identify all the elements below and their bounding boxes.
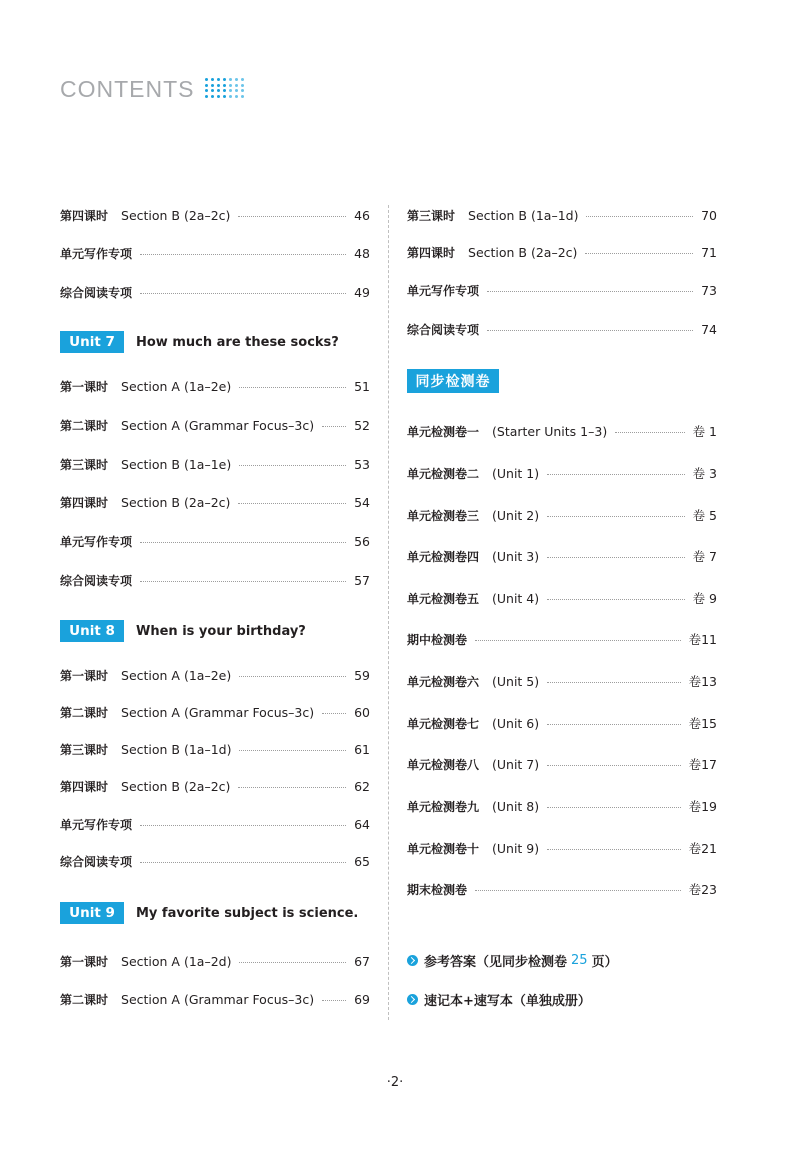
unit-badge: Unit 7 xyxy=(60,331,124,353)
entry-type: 单元检测卷九 xyxy=(407,799,480,814)
entry-type: 第二课时 xyxy=(60,992,109,1007)
entry-page: 卷 3 xyxy=(692,466,717,481)
entry-section: (Unit 3) xyxy=(492,548,540,564)
entry-type: 第四课时 xyxy=(60,779,109,794)
entry-page: 56 xyxy=(354,533,370,549)
dotted-leader xyxy=(140,581,346,582)
entry-page: 57 xyxy=(354,572,370,588)
entry-section: Section B (2a–2c) xyxy=(468,244,578,260)
entry-type: 综合阅读专项 xyxy=(60,285,133,300)
dotted-leader xyxy=(475,890,681,891)
column-divider xyxy=(388,205,389,1020)
toc-entry[interactable] xyxy=(60,415,370,435)
toc-entry[interactable] xyxy=(407,796,717,816)
entry-type: 第二课时 xyxy=(60,705,109,720)
dotted-leader xyxy=(586,216,693,217)
notebook-text: 速记本+速写本（单独成册） xyxy=(424,993,591,1009)
dotted-leader xyxy=(547,474,684,475)
entry-page: 卷 7 xyxy=(692,549,717,564)
entry-type: 单元检测卷八 xyxy=(407,757,480,772)
entry-type: 单元检测卷五 xyxy=(407,591,480,606)
entry-page: 卷11 xyxy=(688,632,717,647)
entry-section: Section A (Grammar Focus–3c) xyxy=(121,991,315,1007)
dotted-leader xyxy=(140,293,346,294)
entry-type: 单元检测卷一 xyxy=(407,424,480,439)
entry-type: 第三课时 xyxy=(60,457,109,472)
toc-entry[interactable] xyxy=(407,671,717,691)
unit-title: My favorite subject is science. xyxy=(136,905,359,921)
arrow-bullet-icon xyxy=(407,994,418,1005)
toc-entry[interactable] xyxy=(60,814,370,834)
toc-entry[interactable] xyxy=(407,242,717,262)
entry-type: 单元检测卷七 xyxy=(407,716,480,731)
toc-entry[interactable] xyxy=(60,492,370,512)
toc-entry[interactable] xyxy=(407,463,717,483)
entry-type: 综合阅读专项 xyxy=(407,322,480,337)
entry-page: 61 xyxy=(354,741,370,757)
toc-entry[interactable] xyxy=(407,505,717,525)
dot-grid-icon xyxy=(205,78,249,100)
entry-type: 第四课时 xyxy=(407,245,456,260)
unit-heading xyxy=(60,620,306,642)
entry-section: (Unit 2) xyxy=(492,507,540,523)
dotted-leader xyxy=(475,640,681,641)
entry-section: Section B (2a–2c) xyxy=(121,207,231,223)
toc-entry[interactable] xyxy=(60,851,370,871)
dotted-leader xyxy=(238,503,346,504)
entry-section: Section A (1a–2d) xyxy=(121,953,232,969)
toc-entry[interactable] xyxy=(60,282,370,302)
entry-section: (Unit 6) xyxy=(492,715,540,731)
toc-entry[interactable] xyxy=(60,243,370,263)
entry-page: 53 xyxy=(354,456,370,472)
dotted-leader xyxy=(547,807,680,808)
entry-page: 62 xyxy=(354,778,370,794)
entry-type: 单元写作专项 xyxy=(60,817,133,832)
entry-type: 第四课时 xyxy=(60,208,109,223)
entry-page: 73 xyxy=(701,282,717,298)
entry-section: Section A (1a–2e) xyxy=(121,667,232,683)
dotted-leader xyxy=(239,962,346,963)
entry-type: 单元检测卷四 xyxy=(407,549,480,564)
toc-entry[interactable] xyxy=(60,454,370,474)
answers-text: 参考答案（见同步检测卷 xyxy=(424,954,568,970)
toc-entry[interactable] xyxy=(60,665,370,685)
entry-type: 期末检测卷 xyxy=(407,882,468,897)
dotted-leader xyxy=(615,432,684,433)
entry-page: 46 xyxy=(354,207,370,223)
entry-page: 64 xyxy=(354,816,370,832)
toc-entry[interactable] xyxy=(60,989,370,1009)
entry-type: 第一课时 xyxy=(60,668,109,683)
entry-page: 69 xyxy=(354,991,370,1007)
entry-section: (Unit 9) xyxy=(492,840,540,856)
dotted-leader xyxy=(487,291,693,292)
contents-title: CONTENTS xyxy=(60,75,195,102)
toc-entry[interactable] xyxy=(60,376,370,396)
dotted-leader xyxy=(487,330,693,331)
entry-type: 单元写作专项 xyxy=(60,246,133,261)
toc-entry[interactable] xyxy=(407,421,717,441)
entry-type: 单元检测卷十 xyxy=(407,841,480,856)
dotted-leader xyxy=(547,765,680,766)
entry-page: 卷23 xyxy=(688,882,717,897)
entry-page: 卷13 xyxy=(688,674,717,689)
toc-entry[interactable] xyxy=(407,838,717,858)
dotted-leader xyxy=(547,849,680,850)
entry-type: 单元写作专项 xyxy=(60,534,133,549)
unit-title: How much are these socks? xyxy=(136,334,339,350)
unit-title: When is your birthday? xyxy=(136,623,306,639)
entry-page: 59 xyxy=(354,667,370,683)
entry-page: 49 xyxy=(354,284,370,300)
dotted-leader xyxy=(140,542,346,543)
toc-entry[interactable] xyxy=(407,546,717,566)
unit-badge: Unit 9 xyxy=(60,902,124,924)
dotted-leader xyxy=(322,1000,346,1001)
entry-type: 单元检测卷六 xyxy=(407,674,480,689)
entry-type: 单元检测卷二 xyxy=(407,466,480,481)
arrow-bullet-icon xyxy=(407,955,418,966)
entry-section: Section B (2a–2c) xyxy=(121,778,231,794)
toc-entry[interactable] xyxy=(407,629,717,649)
dotted-leader xyxy=(322,713,346,714)
entry-type: 第四课时 xyxy=(60,495,109,510)
dotted-leader xyxy=(140,862,346,863)
entry-type: 综合阅读专项 xyxy=(60,854,133,869)
entry-page: 54 xyxy=(354,494,370,510)
toc-entry[interactable] xyxy=(60,570,370,590)
entry-type: 第二课时 xyxy=(60,418,109,433)
entry-section: Section B (1a–1e) xyxy=(121,456,232,472)
entry-type: 单元写作专项 xyxy=(407,283,480,298)
entry-section: (Unit 1) xyxy=(492,465,540,481)
page-number: ·2· xyxy=(386,1075,404,1090)
toc-entry[interactable] xyxy=(60,951,370,971)
toc-entry[interactable] xyxy=(407,280,717,300)
entry-section: (Starter Units 1–3) xyxy=(492,423,608,439)
entry-page: 65 xyxy=(354,853,370,869)
entry-page: 51 xyxy=(354,378,370,394)
dotted-leader xyxy=(585,253,693,254)
toc-entry[interactable] xyxy=(60,531,370,551)
toc-entry[interactable] xyxy=(407,319,717,339)
dotted-leader xyxy=(140,825,346,826)
toc-entry[interactable] xyxy=(407,588,717,608)
unit-heading xyxy=(60,902,358,924)
dotted-leader xyxy=(547,682,680,683)
toc-entry[interactable] xyxy=(60,739,370,759)
entry-page: 74 xyxy=(701,321,717,337)
entry-page: 卷19 xyxy=(688,799,717,814)
dotted-leader xyxy=(238,787,346,788)
dotted-leader xyxy=(322,426,346,427)
notebook-link[interactable] xyxy=(407,989,591,1009)
dotted-leader xyxy=(239,465,346,466)
entry-section: Section A (Grammar Focus–3c) xyxy=(121,417,315,433)
toc-entry[interactable] xyxy=(407,713,717,733)
dotted-leader xyxy=(547,516,684,517)
unit-heading xyxy=(60,331,339,353)
dotted-leader xyxy=(547,724,680,725)
entry-type: 第三课时 xyxy=(60,742,109,757)
entry-section: Section B (2a–2c) xyxy=(121,494,231,510)
dotted-leader xyxy=(547,599,684,600)
entry-section: Section B (1a–1d) xyxy=(468,207,579,223)
entry-page: 52 xyxy=(354,417,370,433)
dotted-leader xyxy=(239,750,346,751)
toc-entry[interactable] xyxy=(60,702,370,722)
entry-page: 67 xyxy=(354,953,370,969)
toc-entry[interactable] xyxy=(60,205,370,225)
entry-type: 第三课时 xyxy=(407,208,456,223)
entry-section: Section A (Grammar Focus–3c) xyxy=(121,704,315,720)
entry-page: 卷15 xyxy=(688,716,717,731)
contents-header xyxy=(60,74,249,104)
toc-entry[interactable] xyxy=(407,205,717,225)
entry-section: (Unit 7) xyxy=(492,756,540,772)
sync-tests-heading: 同步检测卷 xyxy=(407,369,499,393)
dotted-leader xyxy=(239,387,346,388)
entry-type: 期中检测卷 xyxy=(407,632,468,647)
dotted-leader xyxy=(547,557,684,558)
entry-page: 71 xyxy=(701,244,717,260)
entry-type: 单元检测卷三 xyxy=(407,508,480,523)
entry-type: 第一课时 xyxy=(60,379,109,394)
entry-page: 60 xyxy=(354,704,370,720)
toc-entry[interactable] xyxy=(407,879,717,899)
entry-section: (Unit 5) xyxy=(492,673,540,689)
answers-link[interactable] xyxy=(407,950,618,970)
answers-suffix: 页） xyxy=(591,954,618,970)
entry-type: 综合阅读专项 xyxy=(60,573,133,588)
entry-page: 卷21 xyxy=(688,841,717,856)
entry-page: 卷 5 xyxy=(692,508,717,523)
unit-badge: Unit 8 xyxy=(60,620,124,642)
dotted-leader xyxy=(140,254,346,255)
entry-page: 卷17 xyxy=(688,757,717,772)
entry-page: 卷 9 xyxy=(692,591,717,606)
entry-section: (Unit 8) xyxy=(492,798,540,814)
entry-section: Section B (1a–1d) xyxy=(121,741,232,757)
toc-entry[interactable] xyxy=(60,776,370,796)
entry-page: 48 xyxy=(354,245,370,261)
entry-page: 卷 1 xyxy=(692,424,717,439)
entry-section: (Unit 4) xyxy=(492,590,540,606)
dotted-leader xyxy=(239,676,346,677)
dotted-leader xyxy=(238,216,346,217)
entry-page: 70 xyxy=(701,207,717,223)
entry-section: Section A (1a–2e) xyxy=(121,378,232,394)
entry-type: 第一课时 xyxy=(60,954,109,969)
answers-page-number: 25 xyxy=(571,952,588,968)
toc-entry[interactable] xyxy=(407,754,717,774)
